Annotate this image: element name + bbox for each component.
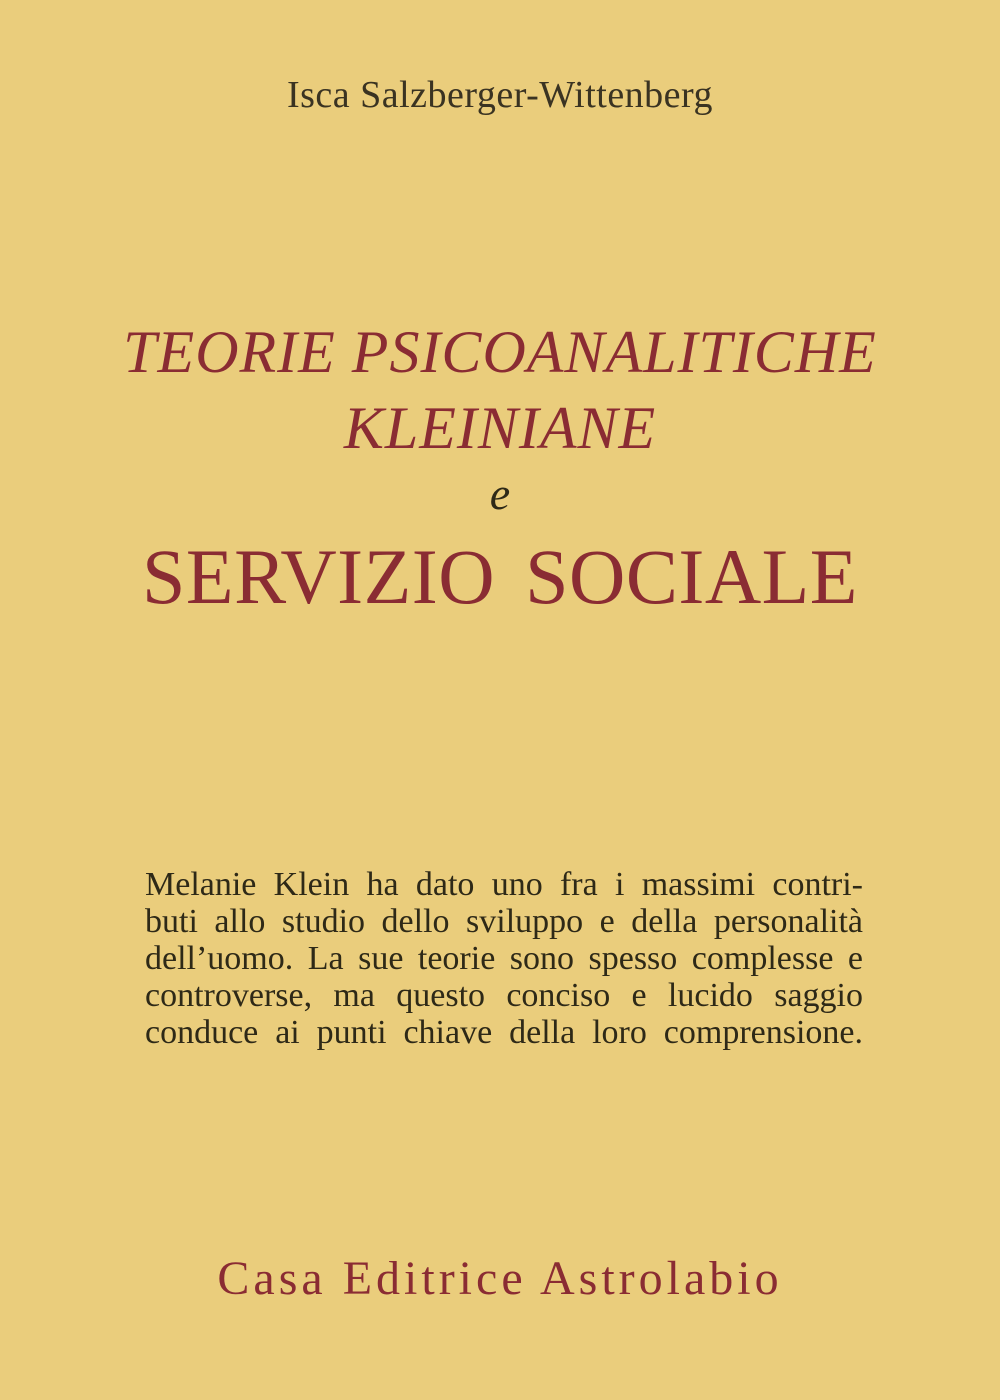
back-blurb: [145, 866, 863, 1051]
blurb-line: conduce ai punti chiave della loro comprensione.: [145, 1014, 863, 1051]
blurb-line: controverse, ma questo conciso e lucido saggio: [145, 977, 863, 1014]
title-line-1: TEORIE PSICOANALITICHE: [123, 319, 877, 385]
publisher-imprint: Casa Editrice Astrolabio: [217, 1252, 783, 1305]
title-conjunction: e: [489, 468, 511, 519]
author-name: Isca Salzberger-Wittenberg: [286, 74, 714, 116]
blurb-line: buti allo studio dello sviluppo e della personalità: [145, 903, 863, 940]
book-title: [0, 314, 1000, 466]
title-line-3: SERVIZIO SOCIALE: [142, 533, 858, 620]
blurb-line: dell’uomo. La sue teorie sono spesso complesse e: [145, 940, 863, 977]
blurb-line: Melanie Klein ha dato uno fra i massimi contri-: [145, 866, 863, 903]
title-line-2: KLEINIANE: [343, 395, 657, 461]
